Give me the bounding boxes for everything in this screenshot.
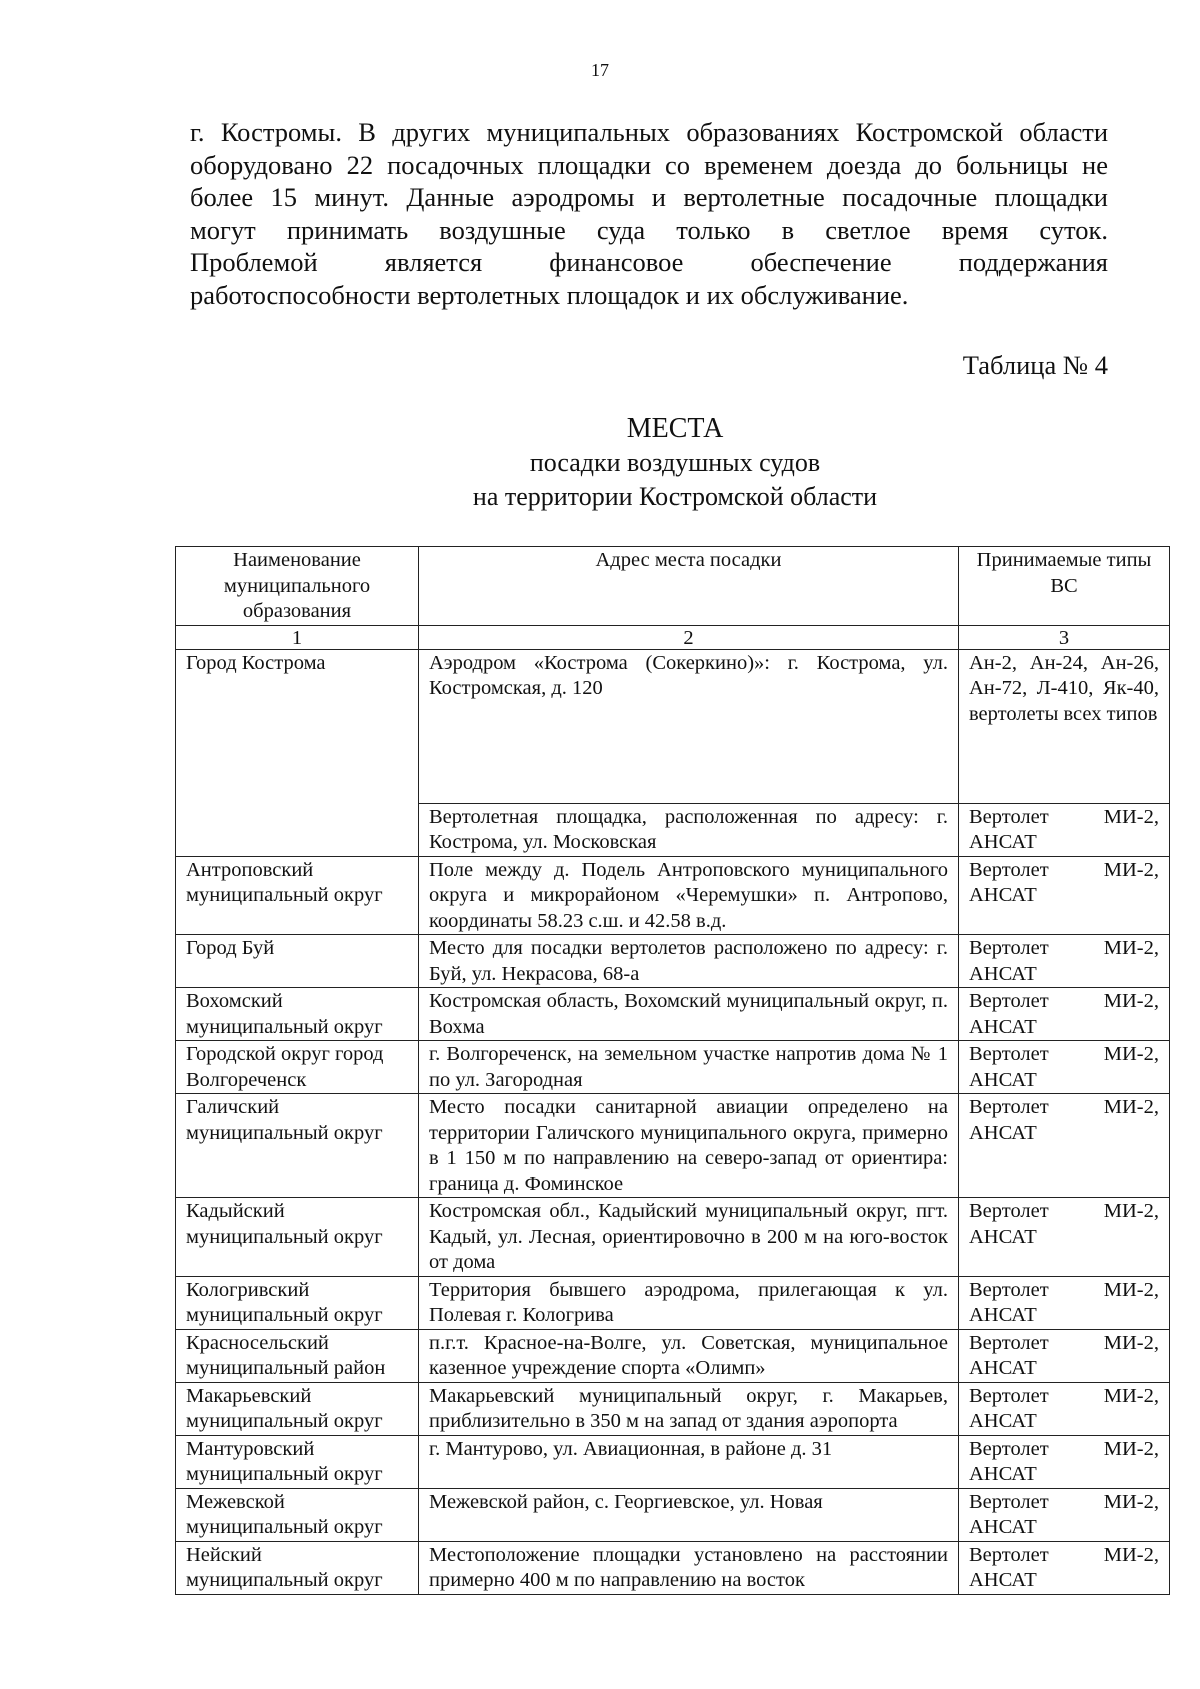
types-cell: Вертолет МИ-2, АНСАТ: [959, 1435, 1170, 1488]
address-cell: Место посадки санитарной авиации определено на территории Галичского муниципального округа, примерно в 1 150 м по направлению на северо-запад от ориентира: граница д. Фоминское: [419, 1094, 959, 1198]
types-cell: Вертолет МИ-2, АНСАТ: [959, 1488, 1170, 1541]
table-row: [176, 935, 1170, 988]
types-cell: Вертолет МИ-2, АНСАТ: [959, 1276, 1170, 1329]
address-cell: Местоположение площадки установлено на расстоянии примерно 400 м по направлению на восток: [419, 1541, 959, 1594]
district-cell: Кологривский муниципальный округ: [176, 1276, 419, 1329]
header-types: Принимаемые типы ВС: [959, 547, 1170, 626]
table-row: [176, 1094, 1170, 1198]
column-number: 2: [419, 625, 959, 649]
table-row: [176, 1276, 1170, 1329]
types-cell: Ан-2, Ан-24, Ан-26, Ан-72, Л-410, Як-40, вертолеты всех типов: [959, 649, 1170, 803]
intro-line: оборудовано 22 посадочных площадки со временем доезда до больницы не: [190, 149, 1108, 180]
table-header-row: [176, 547, 1170, 626]
intro-line: г. Костромы. В других муниципальных образованиях Костромской области: [190, 117, 1108, 147]
district-cell: Кадыйский муниципальный округ: [176, 1198, 419, 1277]
types-cell: Вертолет МИ-2, АНСАТ: [959, 1382, 1170, 1435]
table-subtitle: на территории Костромской области: [472, 482, 878, 511]
intro-paragraph: [190, 116, 1108, 311]
district-cell: Город Буй: [176, 935, 419, 988]
types-cell: Вертолет МИ-2, АНСАТ: [959, 988, 1170, 1041]
table-label: Таблица № 4: [962, 350, 1108, 380]
intro-line: Проблемой является финансовое обеспечение поддержания: [190, 247, 1108, 277]
table-row: [176, 988, 1170, 1041]
address-cell: г. Мантурово, ул. Авиационная, в районе д. 31: [419, 1435, 959, 1488]
address-cell: Аэродром «Кострома (Сокеркино)»: г. Кострома, ул. Костромская, д. 120: [419, 649, 959, 803]
district-cell: Вохомский муниципальный округ: [176, 988, 419, 1041]
table-row: [176, 856, 1170, 935]
address-cell: Костромская область, Вохомский муниципальный округ, п. Вохма: [419, 988, 959, 1041]
district-cell: Мантуровский муниципальный округ: [176, 1435, 419, 1488]
intro-line: работоспособности вертолетных площадок и их обслуживание.: [190, 279, 909, 310]
column-number-row: [176, 625, 1170, 649]
address-cell: Место для посадки вертолетов расположено по адресу: г. Буй, ул. Некрасова, 68-а: [419, 935, 959, 988]
district-cell: Город Кострома: [176, 649, 419, 856]
types-cell: Вертолет МИ-2, АНСАТ: [959, 856, 1170, 935]
district-cell: Макарьевский муниципальный округ: [176, 1382, 419, 1435]
table-row: [176, 1435, 1170, 1488]
table-row: [176, 1329, 1170, 1382]
types-cell: Вертолет МИ-2, АНСАТ: [959, 1094, 1170, 1198]
page-number: 17: [591, 60, 609, 80]
table-subtitle: посадки воздушных судов: [529, 448, 821, 477]
address-cell: Вертолетная площадка, расположенная по адресу: г. Кострома, ул. Московская: [419, 803, 959, 856]
table-row: [176, 649, 1170, 803]
district-cell: Межевской муниципальный округ: [176, 1488, 419, 1541]
table-row: [176, 1488, 1170, 1541]
address-cell: Поле между д. Подель Антроповского муниципального округа и микрорайоном «Черемушки» п. Антропово, координаты 58.23 с.ш. и 42.58 в.д.: [419, 856, 959, 935]
column-number: 1: [176, 625, 419, 649]
table-row: [176, 1198, 1170, 1277]
types-cell: Вертолет МИ-2, АНСАТ: [959, 1541, 1170, 1594]
header-address: Адрес места посадки: [419, 547, 959, 626]
district-cell: Нейский муниципальный округ: [176, 1541, 419, 1594]
address-cell: Макарьевский муниципальный округ, г. Макарьев, приблизительно в 350 м на запад от здания аэропорта: [419, 1382, 959, 1435]
address-cell: Костромская обл., Кадыйский муниципальный округ, пгт. Кадый, ул. Лесная, ориентировочно в 200 м на юго-восток от дома: [419, 1198, 959, 1277]
types-cell: Вертолет МИ-2, АНСАТ: [959, 803, 1170, 856]
district-cell: Красносельский муниципальный район: [176, 1329, 419, 1382]
column-number: 3: [959, 625, 1170, 649]
header-district: Наименование муниципального образования: [176, 547, 419, 626]
types-cell: Вертолет МИ-2, АНСАТ: [959, 1041, 1170, 1094]
address-cell: Территория бывшего аэродрома, прилегающая к ул. Полевая г. Кологрива: [419, 1276, 959, 1329]
table-row: [176, 1382, 1170, 1435]
table-row: [176, 1041, 1170, 1094]
intro-line: могут принимать воздушные суда только в светлое время суток.: [190, 214, 1108, 245]
address-cell: п.г.т. Красное-на-Волге, ул. Советская, муниципальное казенное учреждение спорта «Олимп»: [419, 1329, 959, 1382]
district-cell: Антроповский муниципальный округ: [176, 856, 419, 935]
district-cell: Городской округ город Волгореченск: [176, 1041, 419, 1094]
intro-line: более 15 минут. Данные аэродромы и вертолетные посадочные площадки: [190, 182, 1108, 212]
address-cell: г. Волгореченск, на земельном участке напротив дома № 1 по ул. Загородная: [419, 1041, 959, 1094]
table-title: МЕСТА: [626, 413, 724, 444]
address-cell: Межевской район, с. Георгиевское, ул. Новая: [419, 1488, 959, 1541]
types-cell: Вертолет МИ-2, АНСАТ: [959, 1198, 1170, 1277]
table-title-block: [0, 412, 1200, 514]
types-cell: Вертолет МИ-2, АНСАТ: [959, 1329, 1170, 1382]
district-cell: Галичский муниципальный округ: [176, 1094, 419, 1198]
table-row: [176, 1541, 1170, 1594]
landing-sites-table: [175, 546, 1170, 1595]
types-cell: Вертолет МИ-2, АНСАТ: [959, 935, 1170, 988]
